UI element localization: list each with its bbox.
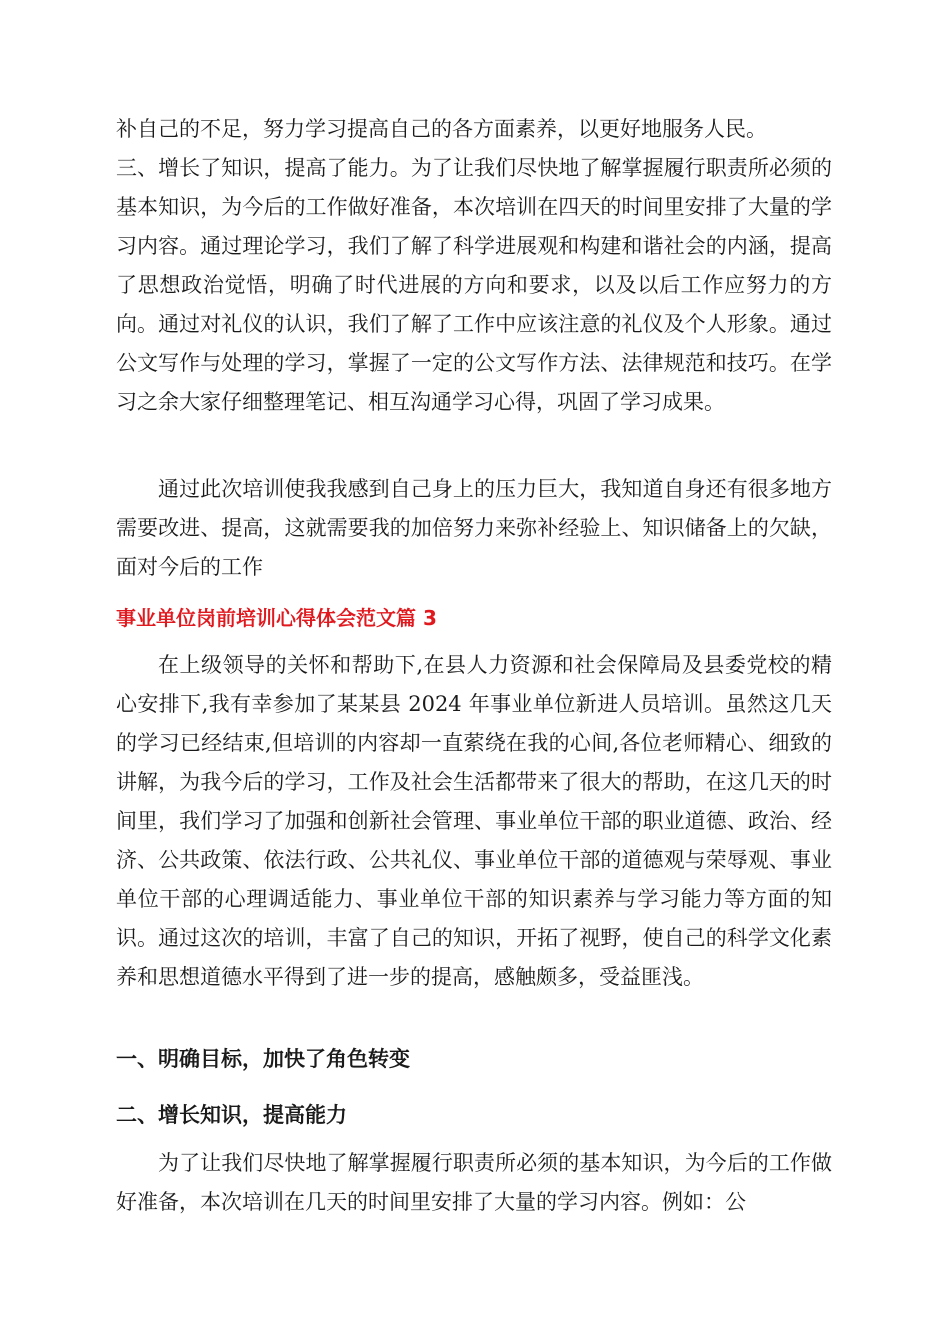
subheading-goal: 一、明确目标，加快了角色转变: [116, 1047, 410, 1071]
paragraph-pressure: 通过此次培训使我我感到自己身上的压力巨大，我知道自身还有很多地方需要改进、提高，这就需要我的加倍努力来弥补经验上、知识储备上的欠缺，面对今后的工作: [116, 477, 832, 579]
paragraph-section-three: 三、增长了知识，提高了能力。为了让我们尽快地了解掌握履行职责所必须的基本知识，为今后的工作做好准备，本次培训在四天的时间里安排了大量的学习内容。通过理论学习，我们了解了科学进展观和构建和谐社会的内涵，提高了思想政治觉悟，明确了时代进展的方向和要求，以及以后工作应努力的方向。通过对礼仪的认识，我们了解了工作中应该注意的礼仪及个人形象。通过公文写作与处理的学习，掌握了一定的公文写作方法、法律规范和技巧。在学习之余大家仔细整理笔记、相互沟通学习心得，巩固了学习成果。: [116, 156, 832, 414]
section-title: 事业单位岗前培训心得体会范文篇 3: [116, 606, 437, 630]
paragraph-training-intro: 在上级领导的关怀和帮助下,在县人力资源和社会保障局及县委党校的精心安排下,我有幸参加了某某县 2024 年事业单位新进人员培训。虽然这几天的学习已经结束,但培训的内容却一直萦绕在我的心间,各位老师精心、细致的讲解，为我今后的学习，工作及社会生活都带来了很大的帮助，在这几天的时间里，我们学习了加强和创新社会管理、事业单位干部的职业道德、政治、经济、公共政策、依法行政、公共礼仪、事业单位干部的道德观与荣辱观、事业单位干部的心理调适能力、事业单位干部的知识素养与学习能力等方面的知识。通过这次的培训，丰富了自己的知识，开拓了视野，使自己的科学文化素养和思想道德水平得到了进一步的提高，感触颇多，受益匪浅。: [116, 653, 832, 989]
subheading-knowledge: 二、增长知识，提高能力: [116, 1103, 347, 1127]
paragraph-knowledge: 为了让我们尽快地了解掌握履行职责所必须的基本知识，为今后的工作做好准备，本次培训在几天的时间里安排了大量的学习内容。例如：公: [116, 1151, 832, 1214]
paragraph-continuation: 补自己的不足，努力学习提高自己的各方面素养，以更好地服务人民。: [116, 117, 767, 141]
